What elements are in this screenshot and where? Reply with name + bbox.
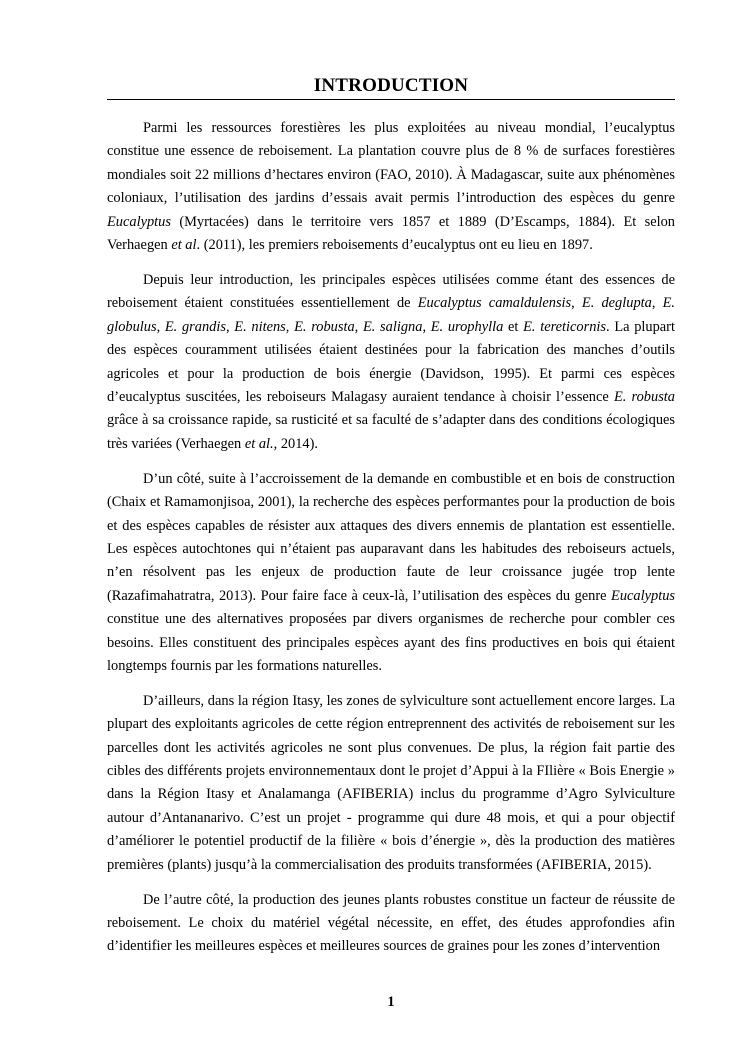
paragraph-5: De l’autre côté, la production des jeunes plants robustes constitue un facteur de réussite de reboisement. Le choix du matériel végétal nécessite, en effet, des études approfondies afin d’identifier les meilleures espèces et meilleures sources de graines pour les zones d’intervention	[107, 891, 675, 955]
paragraph-2: Depuis leur introduction, les principales espèces utilisées comme étant des essences de reboisement étaient constituées essentiellement de Eucalyptus camaldulensis, E. deglupta, E. globulus, E. grandis, E. nitens, E. robusta, E. saligna, E. urophylla et E. tereticornis. La plupart des espèces couramment utilisées étaient destinées pour la fabrication des manches d’outils agricoles et pour la production de bois énergie (Davidson, 1995). Et parmi ces espèces d’eucalyptus suscitées, les reboiseurs Malagasy auraient tendance à choisir l’essence E. robusta grâce à sa croissance rapide, sa rusticité et sa faculté de s’adapter dans des conditions écologiques très variées (Verhaegen et al., 2014).	[107, 271, 675, 452]
paragraph-3: D’un côté, suite à l’accroissement de la demande en combustible et en bois de construction (Chaix et Ramamonjisoa, 2001), la recherche des espèces performantes pour la production de bois et des espèces capables de résister aux attaques des divers ennemis de plantation est essentielle. Les espèces autochtones qui n’étaient pas auparavant dans les habitudes des reboiseurs actuels, n’en résolvent pas les enjeux de production faute de leur croissance jugée trop lente (Razafimahatratra, 2013). Pour faire face à ceux-là, l’utilisation des espèces du genre Eucalyptus constitue une des alternatives proposées par divers organismes de recherche pour combler ces besoins. Elles constituent des principales espèces ayant des fins productives en bois qui étaient longtemps fournis par les formations naturelles.	[107, 470, 675, 674]
page-title: INTRODUCTION	[313, 75, 469, 96]
paragraph-4: D’ailleurs, dans la région Itasy, les zones de sylviculture sont actuellement encore larges. La plupart des exploitants agricoles de cette région entreprennent des activités de reboisement sur les parcelles dont les activités agricoles ne sont plus convenues. De plus, la région fait partie des cibles des différents projets environnementaux dont le projet d’Appui à la FIlière « Bois Energie » dans la Région Itasy et Analamanga (AFIBERIA) inclus du programme d’Agro Sylviculture autour d’Antananarivo. C’est un projet - programme qui dure 48 mois, et qui a pour objectif d’améliorer le potentiel productif de la filière « bois d’énergie », dès la production des matières premières (plants) jusqu’à la commercialisation des produits transformées (AFIBERIA, 2015).	[107, 692, 675, 873]
body-text	[107, 117, 675, 970]
title-underline	[107, 99, 675, 100]
paragraph-1: Parmi les ressources forestières les plus exploitées au niveau mondial, l’eucalyptus constitue une essence de reboisement. La plantation couvre plus de 8 % de surfaces forestières mondiales soit 22 millions d’hectares environ (FAO, 2010). À Madagascar, suite aux phénomènes coloniaux, l’utilisation des jardins d’essais avait permis l’introduction des espèces du genre Eucalyptus (Myrtacées) dans le territoire vers 1857 et 1889 (D’Escamps, 1884). Et selon Verhaegen et al. (2011), les premiers reboisements d’eucalyptus ont eu lieu en 1897.	[107, 120, 675, 254]
page-number: 1	[387, 994, 395, 1010]
